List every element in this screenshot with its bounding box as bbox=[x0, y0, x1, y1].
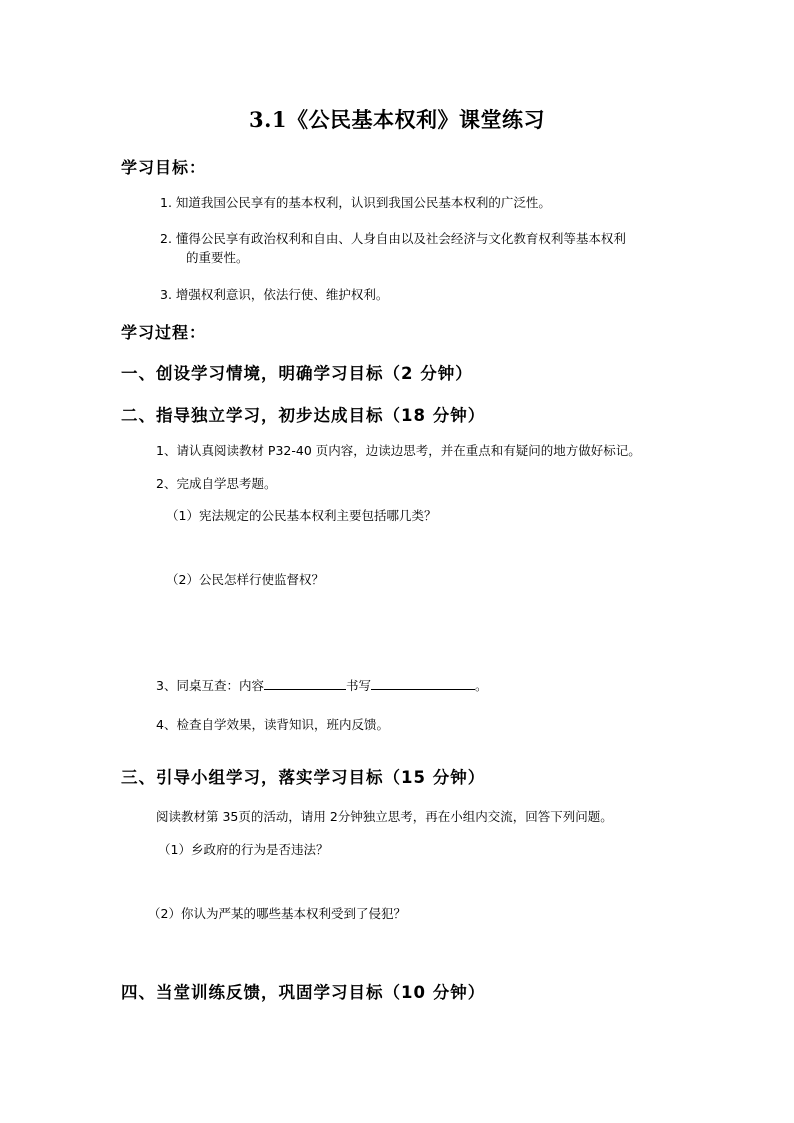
item-3-mid: 书写 bbox=[345, 678, 371, 693]
section-3-intro: 阅读教材第 35页的活动，请用 2分钟独立思考，再在小组内交流，回答下列问题。 bbox=[156, 809, 613, 824]
item-3-suffix: 。 bbox=[474, 678, 488, 693]
process-heading: 学习过程： bbox=[121, 323, 207, 342]
section-2-item-4: 4、检查自学效果，读背知识，班内反馈。 bbox=[156, 717, 389, 732]
section-3-question-1: （1）乡政府的行为是否违法？ bbox=[158, 842, 329, 857]
section-2-question-1: （1）宪法规定的公民基本权利主要包括哪几类？ bbox=[166, 508, 437, 523]
writing-blank[interactable] bbox=[371, 677, 475, 690]
item-3-prefix: 3、同桌互查：内容 bbox=[156, 678, 264, 693]
section-2-item-3 bbox=[156, 676, 488, 694]
objective-item-2-continued: 的重要性。 bbox=[186, 250, 249, 265]
objective-item-3: 3. 增强权利意识，依法行使、维护权利。 bbox=[160, 287, 389, 302]
objective-item-1: 1. 知道我国公民享有的基本权利，认识到我国公民基本权利的广泛性。 bbox=[160, 195, 551, 210]
page-title: 3.1《公民基本权利》课堂练习 bbox=[248, 107, 546, 132]
section-4-heading: 四、当堂训练反馈，巩固学习目标（10 分钟） bbox=[121, 983, 486, 1002]
section-1-heading: 一、创设学习情境，明确学习目标（2 分钟） bbox=[121, 364, 473, 383]
content-blank[interactable] bbox=[264, 677, 346, 690]
section-3-question-2: （2）你认为严某的哪些基本权利受到了侵犯？ bbox=[148, 906, 406, 921]
section-3-heading: 三、引导小组学习，落实学习目标（15 分钟） bbox=[121, 768, 486, 787]
section-2-item-2: 2、完成自学思考题。 bbox=[156, 476, 277, 491]
section-2-heading: 二、指导独立学习，初步达成目标（18 分钟） bbox=[121, 406, 486, 425]
section-2-item-1: 1、请认真阅读教材 P32-40 页内容，边读边思考，并在重点和有疑问的地方做好标记。 bbox=[156, 443, 641, 458]
section-2-question-2: （2）公民怎样行使监督权？ bbox=[166, 572, 324, 587]
objective-item-2: 2. 懂得公民享有政治权利和自由、人身自由以及社会经济与文化教育权利等基本权利 bbox=[160, 231, 626, 246]
objectives-heading: 学习目标： bbox=[121, 158, 207, 177]
